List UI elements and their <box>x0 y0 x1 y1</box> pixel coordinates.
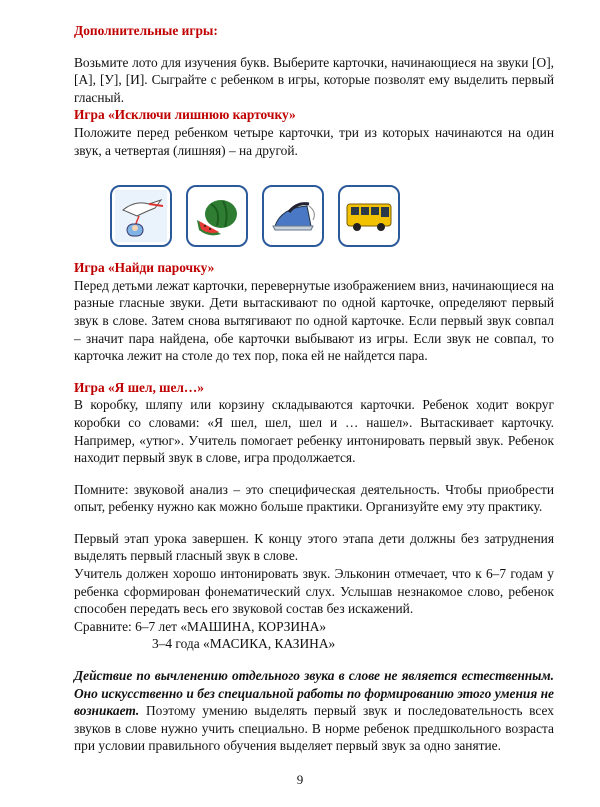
bus-icon <box>343 190 395 242</box>
conclusion-emphasis: Действие по вычленению отдельного звука в слове не является естественным. Оно искусственно и без специальной работы по формированию этого умения не возникает. <box>74 668 554 719</box>
section-heading: Дополнительные игры: <box>74 23 218 38</box>
stage-paragraph-1: Первый этап урока завершен. К концу этого этапа дети должны без затруднения выделять первый гласный звук в слове. <box>74 530 554 564</box>
iron-card <box>262 185 324 247</box>
iron-icon <box>267 190 319 242</box>
page-content <box>74 22 554 755</box>
game2-title: Игра «Найди парочку» <box>74 260 215 276</box>
card-row <box>110 185 554 247</box>
game1-text: Положите перед ребенком четыре карточки, три из которых начинаются на один звук, а четвертая (лишняя) – на другой. <box>74 124 554 158</box>
compare-line-2: 3–4 года «МАСИКА, КАЗИНА» <box>152 636 336 652</box>
intro-paragraph: Возьмите лото для изучения букв. Выберите карточки, начинающиеся на звуки [О], [А], [У], [И]. Сыграйте с ребенком в игры, которые позволят ему выделить первый гласный. <box>74 54 554 105</box>
stage-paragraph-2: Учитель должен хорошо интонировать звук. Эльконин отмечает, что к 6–7 годам у ребенка сформирован фонематический слух. Услышав незнакомое слово, ребенок способен передать весь его звуковой состав без искажений. <box>74 566 554 617</box>
game2-text: Перед детьми лежат карточки, перевернутые изображением вниз, начинающиеся на разные гласные звуки. Дети вытаскивают по одной карточке, определяют первый звук в слове. Затем снова вытягивают по одной карточке. Если первый звук совпал – значит пара найдена, обе карточки выбывают из игры. Если звук не совпал, то карточка лежит на столе до тех пор, пока ей не найдется пара. <box>74 277 554 364</box>
game1-title: Игра «Исключи лишнюю карточку» <box>74 107 296 123</box>
page-number: 9 <box>296 772 304 787</box>
watermelon-card <box>186 185 248 247</box>
reminder-paragraph: Помните: звуковой анализ – это специфическая деятельность. Чтобы приобрести опыт, ребенку нужно как можно больше практики. Организуйте ему эту практику. <box>74 481 554 515</box>
stork-icon <box>115 190 167 242</box>
stork-card <box>110 185 172 247</box>
game3-text: В коробку, шляпу или корзину складываются карточки. Ребенок ходит вокруг коробки со словами: «Я шел, шел, шел и … нашел». Вытаскивает карточку. Например, «утюг». Учитель помогает ребенку интонировать первый звук. Ребенок находит первый звук в слове, игра продолжается. <box>74 397 554 466</box>
conclusion-rest: Поэтому умению выделять первый звук и последовательность всех звуков в слове нужно учить специально. В норме ребенок предшкольного возраста при условии правильного обучения выделяет первый звук за одно занятие. <box>74 703 554 754</box>
bus-card <box>338 185 400 247</box>
game3-title: Игра «Я шел, шел…» <box>74 379 205 395</box>
conclusion-paragraph <box>74 667 554 755</box>
compare-line-1: Сравните: 6–7 лет «МАШИНА, КОРЗИНА» <box>74 618 327 634</box>
watermelon-icon <box>191 190 243 242</box>
